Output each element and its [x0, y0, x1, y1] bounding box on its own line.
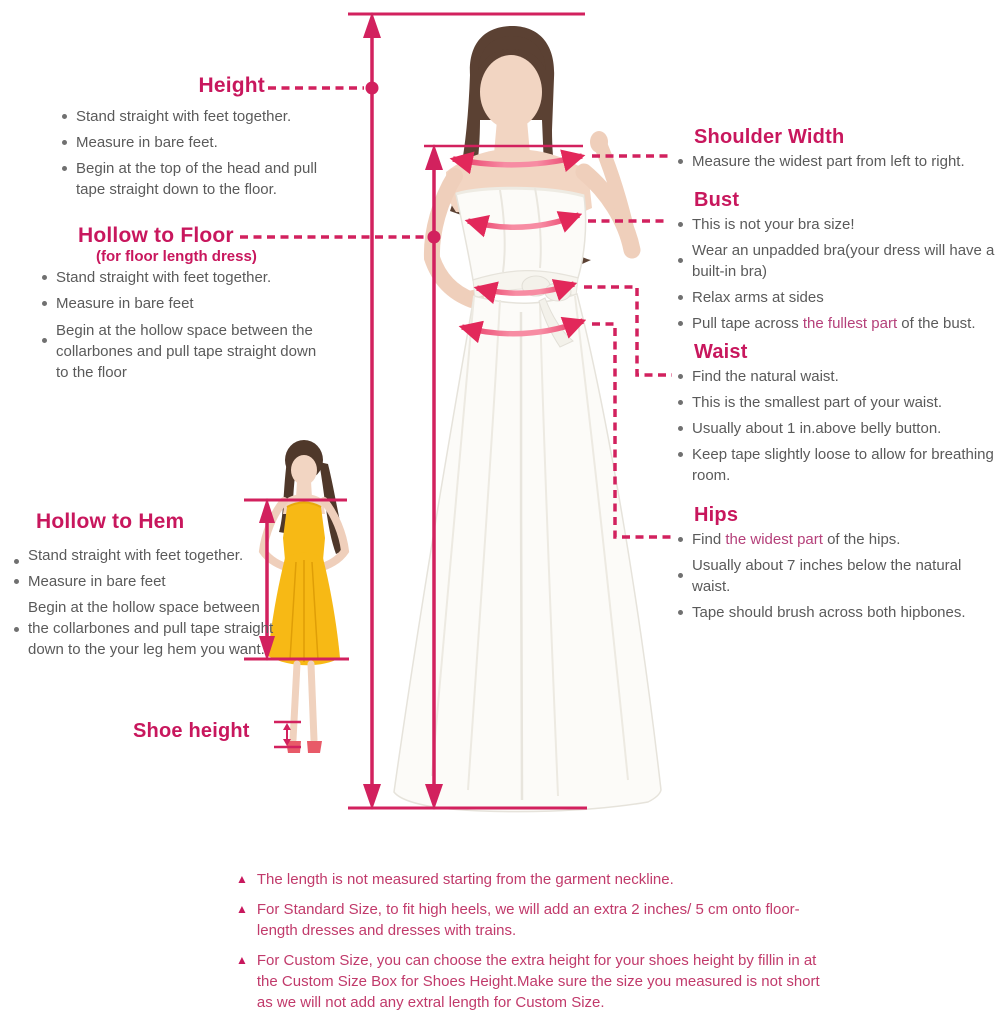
bullet-text: Tape should brush across both hipbones.	[692, 604, 966, 621]
text-fragment: of the bust.	[897, 315, 976, 332]
note-text: For Custom Size, you can choose the extra height for your shoes height by fillin in at the Custom Size Box for Shoes Height.Make sure the size you measured is not short as we will not add any extral length for Custom Size.	[256, 952, 820, 1011]
bullet-dot	[42, 338, 47, 343]
text-fragment: Find	[692, 531, 726, 548]
bullet-text: Stand straight with feet together.	[28, 547, 244, 564]
list-item	[678, 602, 996, 623]
bullet-text: Stand straight with feet together.	[76, 108, 292, 125]
bullet-dot	[678, 374, 683, 379]
note-item	[236, 899, 821, 941]
hips-section	[678, 503, 996, 628]
bullet-text	[692, 529, 900, 550]
bullet-text: Stand straight with feet together.	[56, 269, 272, 286]
bullet-text: Wear an unpadded bra(your dress will have a built-in bra)	[692, 242, 995, 280]
bullet-text: Measure in bare feet	[28, 573, 166, 590]
bullet-text: Measure the widest part from left to right.	[692, 153, 965, 170]
waist-section	[678, 340, 996, 491]
note-text: The length is not measured starting from the garment neckline.	[256, 871, 674, 888]
list-item	[42, 267, 327, 288]
bullet-dot	[678, 426, 683, 431]
bullet-text: Begin at the hollow space between the collarbones and pull tape straight down to the floor	[56, 322, 317, 381]
bullet-text: Usually about 1 in.above belly button.	[692, 420, 942, 437]
text-fragment: Pull tape across	[692, 315, 803, 332]
bullet-dot	[678, 400, 683, 405]
list-item	[678, 214, 996, 235]
list-item	[678, 555, 996, 597]
bullet-dot	[62, 140, 67, 145]
list-item	[62, 158, 342, 200]
shoulder-width-section	[678, 125, 996, 177]
bullet-dot	[14, 559, 19, 564]
bust-title: Bust	[694, 189, 740, 211]
text-fragment-highlight: the widest part	[725, 531, 823, 548]
list-item	[14, 597, 276, 660]
shoe-height-title-wrap	[133, 719, 250, 743]
bullet-dot	[678, 321, 683, 326]
warning-triangle-icon: ▲	[236, 953, 248, 967]
list-item	[42, 320, 327, 383]
bullet-text: Keep tape slightly loose to allow for breathing room.	[692, 446, 994, 484]
list-item	[678, 313, 996, 334]
bullet-text: Usually about 7 inches below the natural waist.	[692, 557, 962, 595]
note-item	[236, 869, 821, 890]
bullet-dot	[62, 114, 67, 119]
hollow-to-hem-section	[14, 545, 276, 665]
bullet-dot	[678, 537, 683, 542]
hollow-to-hem-title-wrap	[36, 510, 184, 534]
hollow-to-floor-section	[42, 267, 327, 388]
note-item	[236, 950, 821, 1013]
list-item	[678, 151, 996, 172]
warning-triangle-icon: ▲	[236, 902, 248, 916]
bullet-dot	[678, 258, 683, 263]
bullet-dot	[42, 301, 47, 306]
notes-section	[236, 869, 821, 1022]
bullet-text: Relax arms at sides	[692, 289, 824, 306]
hollow-to-floor-title: Hollow to Floor	[78, 224, 234, 247]
bust-section	[678, 188, 996, 339]
list-item	[42, 293, 327, 314]
bullet-dot	[42, 275, 47, 280]
bullet-text: This is the smallest part of your waist.	[692, 394, 943, 411]
bullet-dot	[62, 166, 67, 171]
bullet-dot	[678, 573, 683, 578]
bullet-dot	[678, 610, 683, 615]
bullet-dot	[678, 295, 683, 300]
hips-title: Hips	[694, 504, 739, 526]
text-fragment: of the hips.	[822, 531, 901, 548]
bullet-text: This is not your bra size!	[692, 216, 855, 233]
bullet-dot	[678, 452, 683, 457]
list-item	[678, 287, 996, 308]
hollow-to-hem-title: Hollow to Hem	[36, 510, 185, 533]
hollow-to-floor-subtitle: (for floor length dress)	[96, 248, 257, 265]
list-item	[14, 571, 276, 592]
shoe-height-title: Shoe height	[133, 720, 250, 742]
waist-title: Waist	[694, 341, 748, 363]
bullet-text: Begin at the top of the head and pull tape straight down to the floor.	[76, 160, 318, 198]
height-section-title-wrap	[60, 74, 265, 98]
bullet-dot	[678, 222, 683, 227]
list-item	[62, 106, 342, 127]
list-item	[62, 132, 342, 153]
bullet-text: Measure in bare feet	[56, 295, 194, 312]
text-fragment-highlight: the fullest part	[802, 315, 898, 332]
bullet-text: Find the natural waist.	[692, 368, 839, 385]
bullet-dot	[678, 159, 683, 164]
bullet-dot	[14, 627, 19, 632]
list-item	[678, 240, 996, 282]
bullet-dot	[14, 579, 19, 584]
list-item	[678, 418, 996, 439]
list-item	[678, 444, 996, 486]
height-title: Height	[198, 74, 265, 97]
height-section	[62, 106, 342, 205]
list-item	[678, 392, 996, 413]
shoulder-width-title: Shoulder Width	[694, 126, 845, 148]
list-item	[678, 366, 996, 387]
list-item	[678, 529, 996, 550]
bullet-text	[692, 313, 976, 334]
list-item	[14, 545, 276, 566]
bullet-text: Begin at the hollow space between the collarbones and pull tape straight down to the your leg hem you want.	[28, 599, 274, 658]
warning-triangle-icon: ▲	[236, 872, 248, 886]
note-text: For Standard Size, to fit high heels, we will add an extra 2 inches/ 5 cm onto floor-length dresses and dresses with trains.	[256, 901, 800, 939]
bullet-text: Measure in bare feet.	[76, 134, 218, 151]
hollow-to-floor-title-wrap	[78, 224, 257, 265]
